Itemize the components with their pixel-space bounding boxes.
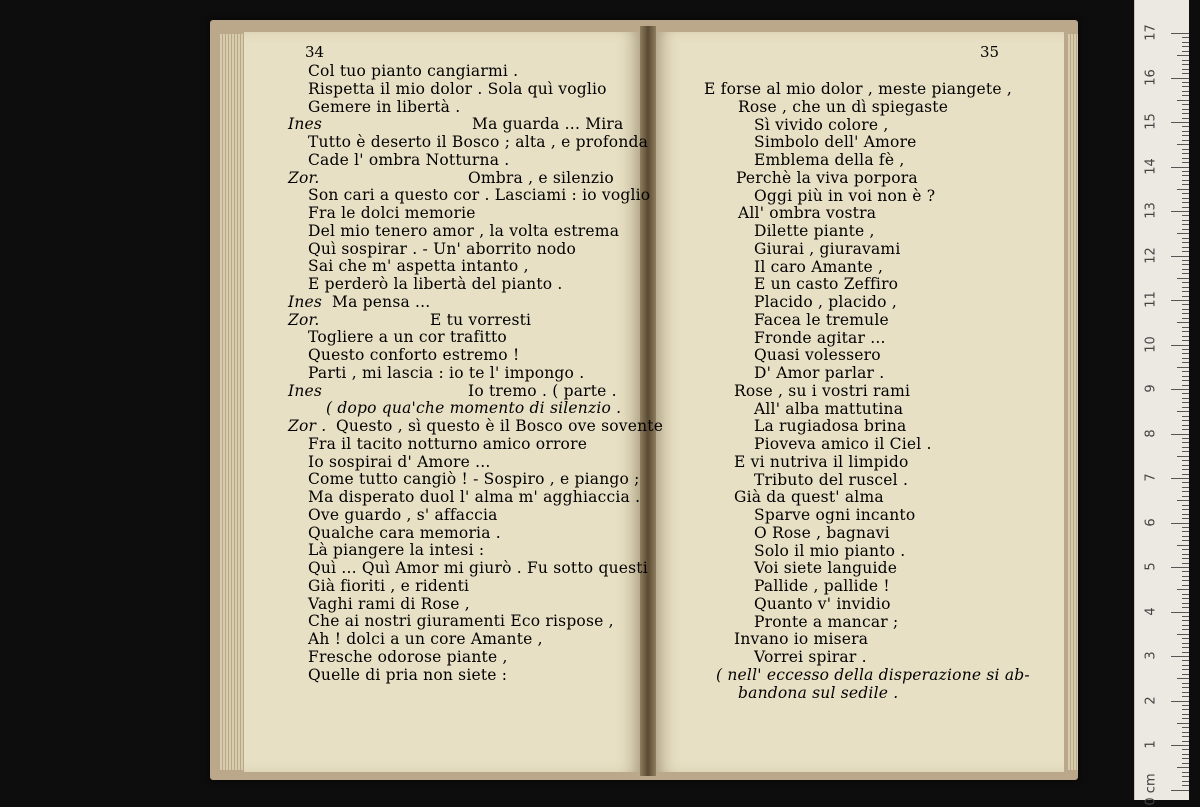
ruler-tick: [1177, 189, 1189, 190]
ruler-tick: [1182, 718, 1189, 719]
ruler-tick: [1177, 411, 1189, 412]
text-line: Ma pensa ...: [332, 292, 431, 311]
ruler-tick: [1182, 531, 1189, 532]
ruler-tick: [1182, 665, 1189, 666]
ruler-tick: [1171, 656, 1189, 657]
ruler-tick: [1182, 451, 1189, 452]
ruler-label: 12: [1143, 246, 1159, 264]
ruler-tick: [1182, 585, 1189, 586]
ruler-tick: [1182, 37, 1189, 38]
text-line: All' ombra vostra: [738, 204, 877, 223]
text-line: Rispetta il mio dolor . Sola quì voglio: [308, 79, 607, 98]
text-line: Giurai , giuravami: [754, 239, 901, 258]
text-line: Tributo del ruscel .: [754, 470, 909, 489]
text-line: Fronde agitar ...: [754, 328, 886, 347]
ruler-tick: [1177, 634, 1189, 635]
ruler-tick: [1182, 42, 1189, 43]
ruler-tick: [1182, 429, 1189, 430]
ruler-label: 2: [1143, 695, 1159, 705]
measuring-ruler: [1134, 0, 1189, 806]
ruler-tick: [1171, 745, 1189, 746]
text-line: O Rose , bagnavi: [754, 523, 890, 542]
left-page-number: 34: [305, 43, 325, 61]
text-line: Dilette piante ,: [754, 222, 875, 240]
text-line: Emblema della fè ,: [754, 151, 905, 169]
ruler-tick: [1182, 282, 1189, 283]
ruler-tick: [1182, 692, 1189, 693]
ruler-tick: [1182, 158, 1189, 159]
ruler-tick: [1182, 95, 1189, 96]
text-line: Io sospirai d' Amore ...: [308, 452, 491, 471]
text-line: Fresche odorose piante ,: [308, 647, 508, 666]
ruler-tick: [1182, 362, 1189, 363]
ruler-tick: [1182, 683, 1189, 684]
ruler-tick: [1182, 496, 1189, 497]
ruler-tick: [1182, 629, 1189, 630]
ruler-tick: [1182, 82, 1189, 83]
ruler-tick: [1182, 607, 1189, 608]
ruler-tick: [1182, 184, 1189, 185]
text-line: Ombra , e silenzio: [468, 168, 614, 187]
ruler-tick: [1182, 153, 1189, 154]
ruler-tick: [1182, 340, 1189, 341]
ruler-tick: [1171, 300, 1189, 301]
ruler-tick: [1182, 149, 1189, 150]
ruler-tick: [1171, 434, 1189, 435]
ruler-tick: [1182, 109, 1189, 110]
text-line: E tu vorresti: [430, 310, 532, 329]
ruler-tick: [1182, 126, 1189, 127]
ruler-tick: [1171, 701, 1189, 702]
ruler-tick: [1182, 247, 1189, 248]
ruler-tick: [1171, 523, 1189, 524]
ruler-label: 17: [1143, 24, 1159, 41]
ruler-tick: [1171, 790, 1189, 791]
ruler-tick: [1177, 144, 1189, 145]
ruler-tick: [1182, 215, 1189, 216]
ruler-tick: [1182, 385, 1189, 386]
text-line: Tutto è deserto il Bosco ; alta , e profonda: [308, 133, 649, 151]
ruler-label: 14: [1143, 157, 1159, 175]
ruler-tick: [1182, 113, 1189, 114]
ruler-tick: [1171, 33, 1189, 34]
text-line: Rose , che un dì spiegaste: [738, 97, 949, 116]
ruler-tick: [1182, 180, 1189, 181]
ruler-tick: [1177, 278, 1189, 279]
text-line: Già fioriti , e ridenti: [308, 576, 470, 595]
text-line: Cade l' ombra Notturna .: [308, 150, 510, 169]
ruler-tick: [1182, 482, 1189, 483]
ruler-label: 1: [1143, 740, 1159, 749]
ruler-tick: [1182, 518, 1189, 519]
speaker-label: Ines: [288, 381, 323, 400]
ruler-tick: [1182, 46, 1189, 47]
ruler-tick: [1182, 616, 1189, 617]
ruler-tick: [1182, 558, 1189, 559]
text-line: Solo il mio pianto .: [754, 541, 906, 560]
text-line: Quì sospirar . - Un' aborrito nodo: [308, 239, 577, 258]
text-line: Rose , su i vostri rami: [734, 381, 911, 400]
text-line: Son cari a questo cor . Lasciami : io voglio: [308, 186, 651, 205]
ruler-tick: [1182, 269, 1189, 270]
ruler-tick: [1182, 207, 1189, 208]
ruler-tick: [1182, 487, 1189, 488]
ruler-tick: [1182, 674, 1189, 675]
ruler-tick: [1182, 86, 1189, 87]
ruler-tick: [1182, 376, 1189, 377]
ruler-tick: [1182, 224, 1189, 225]
ruler-tick: [1182, 594, 1189, 595]
ruler-tick: [1182, 407, 1189, 408]
ruler-tick: [1182, 51, 1189, 52]
text-line: La rugiadosa brina: [754, 417, 907, 436]
text-line: Perchè la viva porpora: [736, 168, 918, 187]
ruler-tick: [1171, 478, 1189, 479]
ruler-tick: [1182, 402, 1189, 403]
text-line: Vaghi rami di Rose ,: [308, 594, 470, 613]
text-line: Questo conforto estremo !: [308, 346, 520, 364]
ruler-tick: [1171, 167, 1189, 168]
ruler-tick: [1171, 122, 1189, 123]
ruler-tick: [1182, 64, 1189, 65]
ruler-tick: [1182, 229, 1189, 230]
text-line: Pronte a mancar ;: [754, 612, 899, 631]
ruler-tick: [1182, 238, 1189, 239]
text-line: Togliere a un cor trafitto: [308, 328, 507, 347]
ruler-tick: [1182, 772, 1189, 773]
ruler-tick: [1182, 776, 1189, 777]
ruler-tick: [1182, 603, 1189, 604]
text-line: Parti , mi lascia : io te l' impongo .: [308, 363, 585, 382]
text-line: Ma disperato duol l' alma m' agghiaccia .: [308, 488, 641, 506]
ruler-tick: [1177, 545, 1189, 546]
ruler-tick: [1182, 442, 1189, 443]
ruler-tick: [1171, 389, 1189, 390]
text-line: Là piangere la intesi :: [308, 541, 485, 560]
ruler-tick: [1182, 469, 1189, 470]
ruler-tick: [1182, 291, 1189, 292]
ruler-tick: [1177, 100, 1189, 101]
ruler-tick: [1182, 540, 1189, 541]
ruler-tick: [1182, 380, 1189, 381]
ruler-tick: [1177, 678, 1189, 679]
ruler-tick: [1182, 73, 1189, 74]
ruler-tick: [1182, 416, 1189, 417]
ruler-tick: [1182, 505, 1189, 506]
ruler-tick: [1182, 393, 1189, 394]
ruler-tick: [1182, 398, 1189, 399]
text-line: Oggi più in voi non è ?: [754, 186, 936, 205]
ruler-tick: [1182, 349, 1189, 350]
ruler-tick: [1182, 309, 1189, 310]
ruler-label: 16: [1143, 68, 1159, 86]
page-edges-left: [220, 34, 244, 770]
text-line: D' Amor parlar .: [754, 364, 885, 382]
text-line: Io tremo . ( parte .: [468, 381, 617, 400]
ruler-tick: [1182, 580, 1189, 581]
ruler-tick: [1182, 669, 1189, 670]
text-line: Ah ! dolci a un core Amante ,: [308, 630, 543, 648]
ruler-tick: [1182, 193, 1189, 194]
text-line: Sì vivido colore ,: [754, 115, 889, 134]
ruler-tick: [1182, 625, 1189, 626]
ruler-tick: [1182, 460, 1189, 461]
ruler-label: 11: [1143, 291, 1159, 308]
text-line: Invano io misera: [734, 630, 869, 649]
right-page-number: 35: [980, 43, 1000, 61]
ruler-tick: [1182, 598, 1189, 599]
ruler-tick: [1182, 171, 1189, 172]
ruler-tick: [1177, 589, 1189, 590]
text-line: Col tuo pianto cangiarmi .: [308, 62, 519, 80]
ruler-tick: [1182, 736, 1189, 737]
ruler-label: 8: [1143, 428, 1159, 438]
ruler-tick: [1182, 754, 1189, 755]
ruler-tick: [1182, 509, 1189, 510]
text-line: Sai che m' aspetta intanto ,: [308, 257, 529, 276]
text-line: Già da quest' alma: [734, 488, 884, 507]
speaker-label: Zor.: [288, 310, 320, 329]
ruler-tick: [1171, 211, 1189, 212]
ruler-tick: [1182, 118, 1189, 119]
text-line: Sparve ogni incanto: [754, 506, 916, 524]
ruler-tick: [1182, 660, 1189, 661]
speaker-label: Zor.: [288, 168, 320, 187]
ruler-tick: [1182, 264, 1189, 265]
ruler-tick: [1182, 296, 1189, 297]
ruler-tick: [1182, 242, 1189, 243]
text-line: Fra il tacito notturno amico orrore: [308, 434, 588, 453]
ruler-tick: [1182, 554, 1189, 555]
ruler-tick: [1182, 287, 1189, 288]
text-line: Quelle di pria non siete :: [308, 665, 508, 684]
ruler-tick: [1182, 781, 1189, 782]
text-line: Fra le dolci memorie: [308, 204, 476, 222]
ruler-tick: [1182, 135, 1189, 136]
ruler-tick: [1182, 465, 1189, 466]
text-line: Che ai nostri giuramenti Eco rispose ,: [308, 612, 614, 631]
text-line: E vi nutriva il limpido: [734, 452, 909, 471]
ruler-tick: [1171, 345, 1189, 346]
ruler-tick: [1177, 500, 1189, 501]
text-line: ( nell' eccesso della disperazione si ab-: [716, 665, 1030, 684]
speaker-label: Ines: [288, 115, 323, 134]
speaker-label: Ines: [288, 292, 323, 311]
ruler-tick: [1182, 571, 1189, 572]
ruler-tick: [1182, 131, 1189, 132]
text-line: Facea le tremule: [754, 310, 889, 329]
text-line: E perderò la libertà del pianto .: [308, 275, 563, 293]
ruler-label: 0 cm: [1143, 772, 1159, 806]
ruler-label: 15: [1143, 113, 1159, 130]
ruler-tick: [1177, 456, 1189, 457]
ruler-tick: [1182, 353, 1189, 354]
ruler-tick: [1182, 140, 1189, 141]
ruler-tick: [1182, 687, 1189, 688]
ruler-tick: [1182, 785, 1189, 786]
text-line: Placido , placido ,: [754, 293, 897, 311]
ruler-tick: [1182, 91, 1189, 92]
ruler-tick: [1182, 313, 1189, 314]
ruler-tick: [1182, 198, 1189, 199]
ruler-tick: [1182, 741, 1189, 742]
text-line: Come tutto cangiò ! - Sospiro , e piango ;: [308, 470, 640, 489]
ruler-tick: [1182, 705, 1189, 706]
ruler-tick: [1182, 327, 1189, 328]
ruler-tick: [1182, 576, 1189, 577]
ruler-tick: [1182, 60, 1189, 61]
ruler-tick: [1182, 527, 1189, 528]
ruler-tick: [1182, 536, 1189, 537]
ruler-tick: [1177, 233, 1189, 234]
ruler-tick: [1177, 55, 1189, 56]
text-line: All' alba mattutina: [754, 399, 904, 418]
ruler-tick: [1182, 425, 1189, 426]
ruler-tick: [1182, 474, 1189, 475]
ruler-tick: [1182, 491, 1189, 492]
ruler-tick: [1182, 162, 1189, 163]
text-line: Pallide , pallide !: [754, 577, 890, 595]
ruler-tick: [1182, 318, 1189, 319]
ruler-tick: [1182, 304, 1189, 305]
ruler-tick: [1182, 358, 1189, 359]
text-line: ( dopo qua'che momento di silenzio .: [326, 399, 622, 418]
text-line: Il caro Amante ,: [754, 257, 884, 276]
ruler-tick: [1182, 749, 1189, 750]
ruler-label: 13: [1143, 202, 1159, 219]
ruler-tick: [1182, 69, 1189, 70]
ruler-tick: [1182, 763, 1189, 764]
ruler-tick: [1182, 549, 1189, 550]
text-line: Quanto v' invidio: [754, 594, 891, 613]
ruler-label: 9: [1143, 384, 1159, 393]
text-line: Pioveva amico il Ciel .: [754, 435, 932, 453]
text-line: Del mio tenero amor , la volta estrema: [308, 221, 620, 240]
ruler-tick: [1182, 420, 1189, 421]
ruler-tick: [1182, 514, 1189, 515]
text-line: Ove guardo , s' affaccia: [308, 505, 498, 524]
ruler-tick: [1182, 175, 1189, 176]
ruler-label: 6: [1143, 517, 1159, 527]
ruler-tick: [1182, 371, 1189, 372]
ruler-tick: [1182, 438, 1189, 439]
text-line: Gemere in libertà .: [308, 97, 461, 116]
ruler-tick: [1171, 567, 1189, 568]
ruler-tick: [1182, 273, 1189, 274]
ruler-tick: [1182, 563, 1189, 564]
ruler-tick: [1182, 709, 1189, 710]
ruler-tick: [1182, 732, 1189, 733]
ruler-tick: [1182, 727, 1189, 728]
speaker-label: Zor .: [288, 417, 327, 435]
ruler-tick: [1182, 638, 1189, 639]
text-line: Questo , sì questo è il Bosco ove sovente: [336, 417, 664, 435]
text-line: E forse al mio dolor , meste piangete ,: [704, 80, 1012, 98]
text-line: E un casto Zeffiro: [754, 275, 899, 294]
text-line: Quì ... Quì Amor mi giurò . Fu sotto questi: [308, 559, 648, 577]
ruler-label: 10: [1143, 335, 1159, 353]
ruler-tick: [1182, 104, 1189, 105]
ruler-tick: [1182, 696, 1189, 697]
text-line: Ma guarda ... Mira: [472, 115, 624, 134]
text-line: Voi siete languide: [754, 559, 898, 578]
ruler-tick: [1182, 260, 1189, 261]
ruler-tick: [1182, 758, 1189, 759]
text-line: bandona sul sedile .: [738, 683, 899, 702]
ruler-tick: [1182, 202, 1189, 203]
ruler-tick: [1171, 612, 1189, 613]
ruler-tick: [1171, 256, 1189, 257]
ruler-tick: [1171, 78, 1189, 79]
text-line: Vorrei spirar .: [754, 648, 867, 666]
ruler-tick: [1182, 336, 1189, 337]
ruler-tick: [1182, 647, 1189, 648]
ruler-tick: [1182, 447, 1189, 448]
ruler-label: 4: [1143, 606, 1159, 616]
ruler-tick: [1182, 714, 1189, 715]
ruler-label: 7: [1143, 473, 1159, 482]
ruler-tick: [1182, 220, 1189, 221]
ruler-tick: [1182, 652, 1189, 653]
ruler-tick: [1177, 367, 1189, 368]
ruler-tick: [1177, 322, 1189, 323]
ruler-tick: [1182, 331, 1189, 332]
ruler-tick: [1177, 767, 1189, 768]
text-line: Qualche cara memoria .: [308, 523, 501, 542]
ruler-tick: [1182, 643, 1189, 644]
ruler-label: 5: [1143, 562, 1159, 571]
ruler-label: 3: [1143, 651, 1159, 660]
ruler-tick: [1182, 251, 1189, 252]
text-line: Simbolo dell' Amore: [754, 133, 917, 152]
text-line: Quasi volessero: [754, 346, 881, 365]
ruler-tick: [1177, 723, 1189, 724]
page-edges-right: [1068, 34, 1078, 770]
ruler-tick: [1182, 620, 1189, 621]
